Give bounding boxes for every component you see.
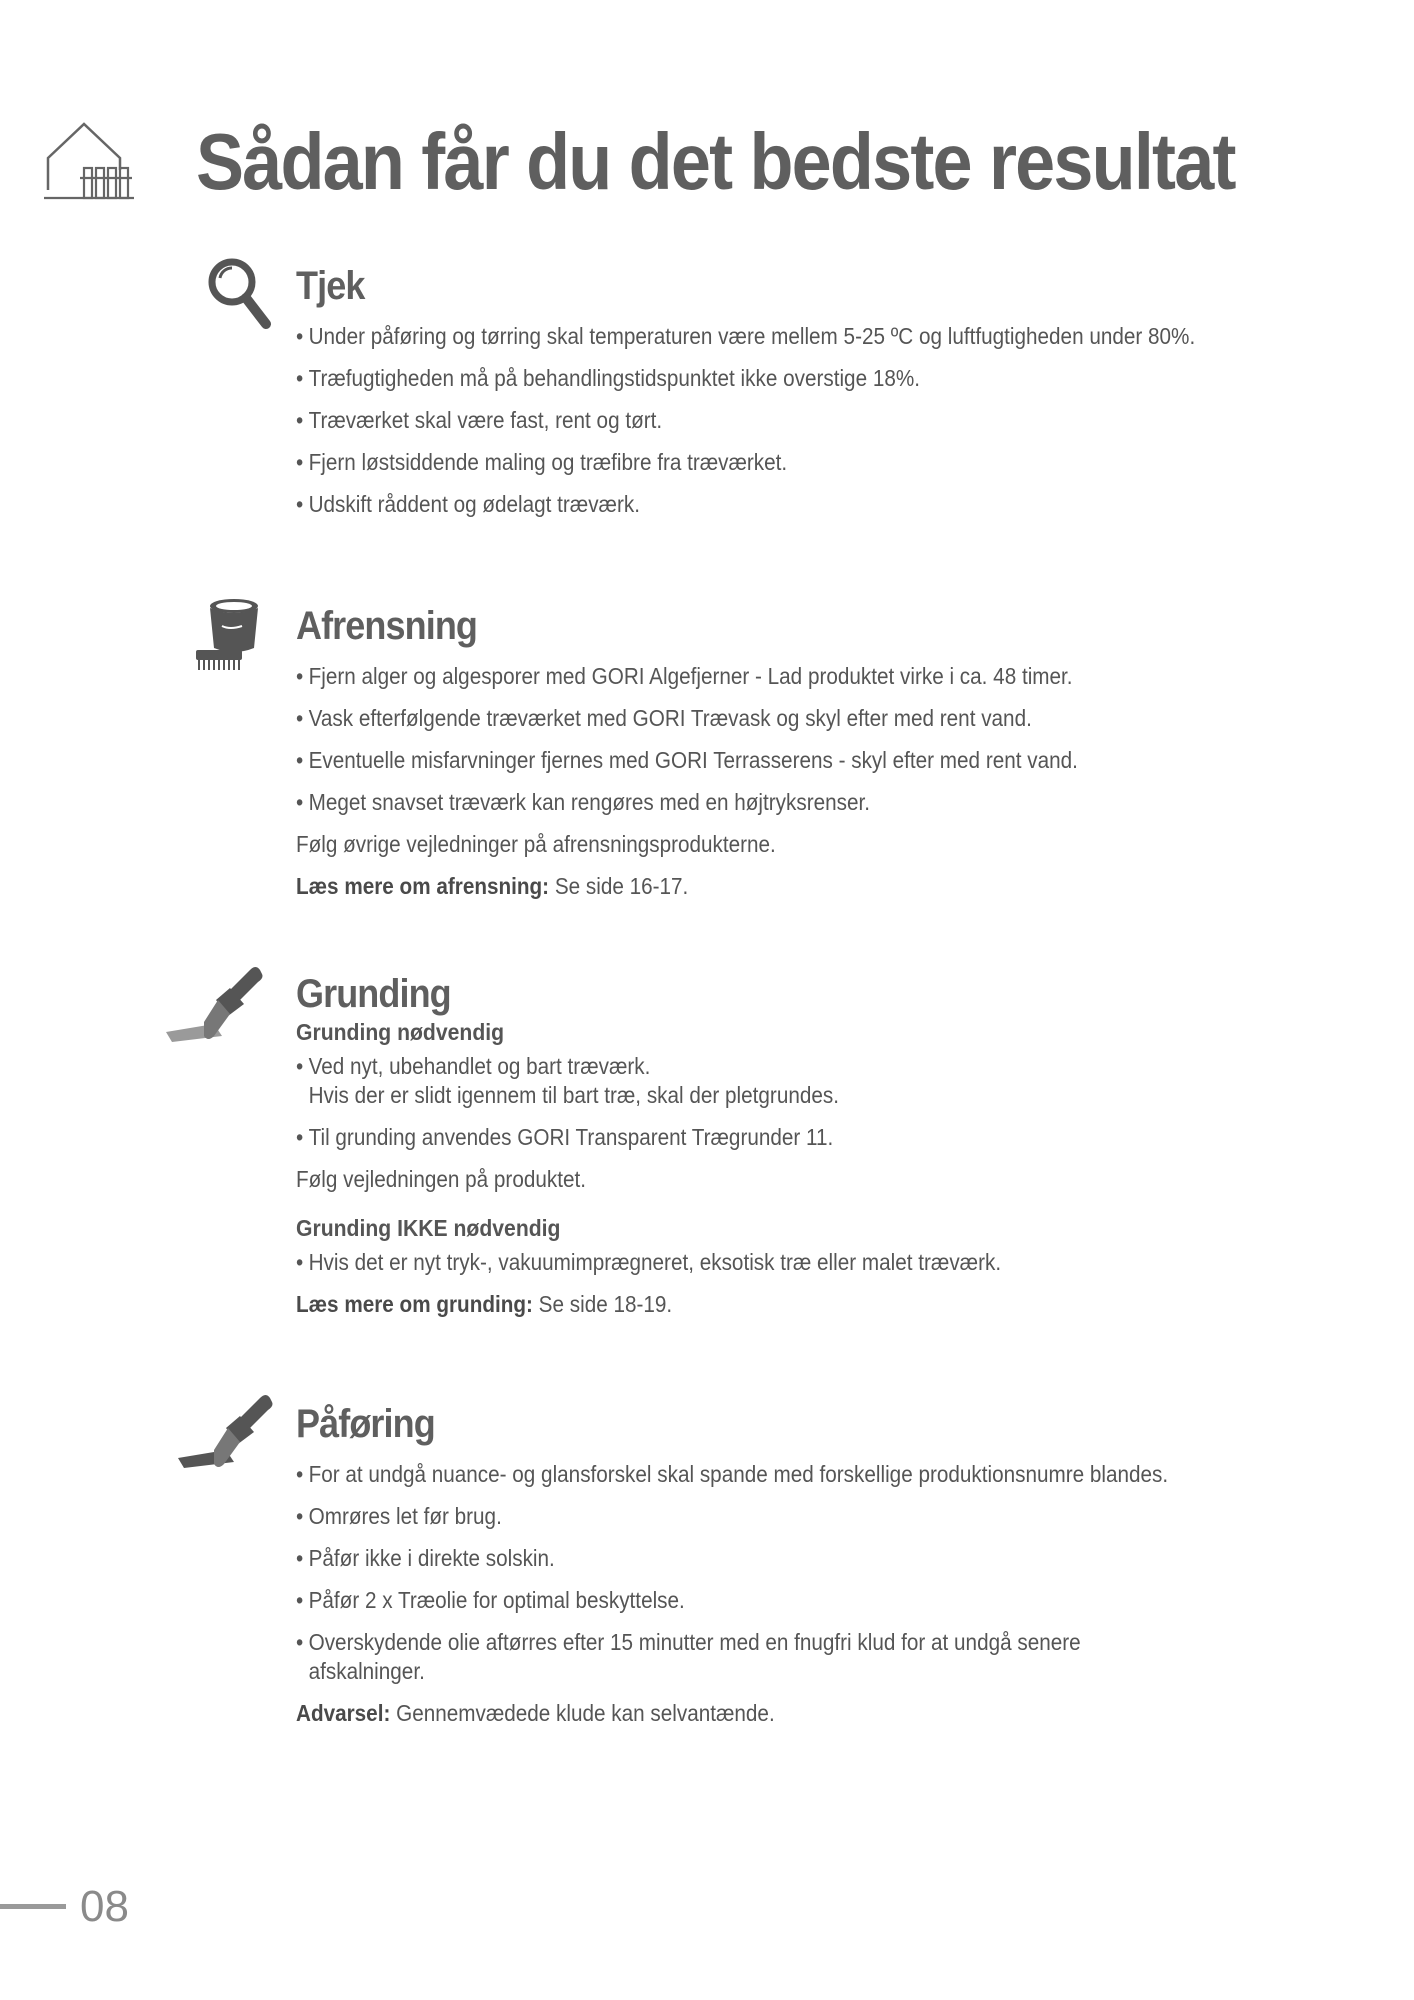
page-number: 08 xyxy=(80,1882,129,1931)
paint-brush-icon xyxy=(176,1392,280,1476)
grunding-list-not-required xyxy=(296,1248,1296,1277)
section-tjek xyxy=(296,264,1296,532)
list-item: • Påfør 2 x Træolie for optimal beskyttelse. xyxy=(296,1586,1196,1615)
section-grunding xyxy=(296,972,1296,1332)
list-item: • Overskydende olie aftørres efter 15 minutter med en fnugfri klud for at undgå senere afskalninger. xyxy=(296,1628,1196,1686)
list-item: • Fjern løstsiddende maling og træfibre fra træværket. xyxy=(296,448,1196,477)
section-title: Tjek xyxy=(296,264,365,308)
read-more-pages: Se side 16-17. xyxy=(549,873,689,899)
read-more-label: Læs mere om afrensning: xyxy=(296,873,550,899)
read-more-text xyxy=(296,1290,1196,1319)
list-item: • Udskift råddent og ødelagt træværk. xyxy=(296,490,1196,519)
section-title: Grunding xyxy=(296,972,451,1016)
section-afrensning xyxy=(296,604,1296,914)
list-item: • Meget snavset træværk kan rengøres med en højtryksrenser. xyxy=(296,788,1196,817)
list-item: • Omrøres let før brug. xyxy=(296,1502,1196,1531)
list-item: • Eventuelle misfarvninger fjernes med GORI Terrasserens - skyl efter med rent vand. xyxy=(296,746,1196,775)
note-text: Følg øvrige vejledninger på afrensningsprodukterne. xyxy=(296,831,776,857)
list-item: • Påfør ikke i direkte solskin. xyxy=(296,1544,1196,1573)
list-item: • Til grunding anvendes GORI Transparent Trægrunder 11. xyxy=(296,1123,1196,1152)
section-title: Påføring xyxy=(296,1402,435,1446)
house-fence-icon xyxy=(44,120,136,202)
section-paaforing xyxy=(296,1402,1296,1741)
list-item: • Fjern alger og algesporer med GORI Algefjerner - Lad produktet virke i ca. 48 timer. xyxy=(296,662,1196,691)
page-title: Sådan får du det bedste resultat xyxy=(196,117,1235,206)
subsection-title: Grunding nødvendig xyxy=(296,1019,505,1045)
read-more-pages: Se side 18-19. xyxy=(532,1290,673,1317)
magnifier-icon xyxy=(206,256,272,330)
note-text: Følg vejledningen på produktet. xyxy=(296,1165,586,1192)
warning-label: Advarsel: xyxy=(296,1700,391,1726)
list-item: • Under påføring og tørring skal temperaturen være mellem 5-25 ºC og luftfugtigheden under 80%. xyxy=(296,322,1196,351)
list-item: • Træfugtigheden må på behandlingstidspunktet ikke overstige 18%. xyxy=(296,364,1196,393)
list-item: • Vask efterfølgende træværket med GORI Trævask og skyl efter med rent vand. xyxy=(296,704,1196,733)
section-title: Afrensning xyxy=(296,604,478,648)
footer-rule xyxy=(0,1904,66,1909)
read-more-text xyxy=(296,872,1196,901)
list-item: • Ved nyt, ubehandlet og bart træværk. Hvis der er slidt igennem til bart træ, skal der pletgrundes. xyxy=(296,1052,1196,1110)
list-item: • Hvis det er nyt tryk-, vakuumimprægneret, eksotisk træ eller malet træværk. xyxy=(296,1248,1196,1277)
paaforing-list xyxy=(296,1460,1296,1686)
warning-text xyxy=(296,1699,1196,1728)
list-item: • Træværket skal være fast, rent og tørt. xyxy=(296,406,1196,435)
warning-message: Gennemvædede klude kan selvantænde. xyxy=(390,1700,775,1726)
list-item: • For at undgå nuance- og glansforskel skal spande med forskellige produktionsnumre blandes. xyxy=(296,1460,1196,1489)
grunding-list-required xyxy=(296,1052,1296,1152)
afrensning-list xyxy=(296,662,1296,817)
subsection-title: Grunding IKKE nødvendig xyxy=(296,1214,561,1241)
paint-brush-icon xyxy=(164,964,276,1048)
bucket-brush-icon xyxy=(190,596,270,676)
read-more-label: Læs mere om grunding: xyxy=(296,1290,533,1317)
tjek-list xyxy=(296,322,1296,519)
